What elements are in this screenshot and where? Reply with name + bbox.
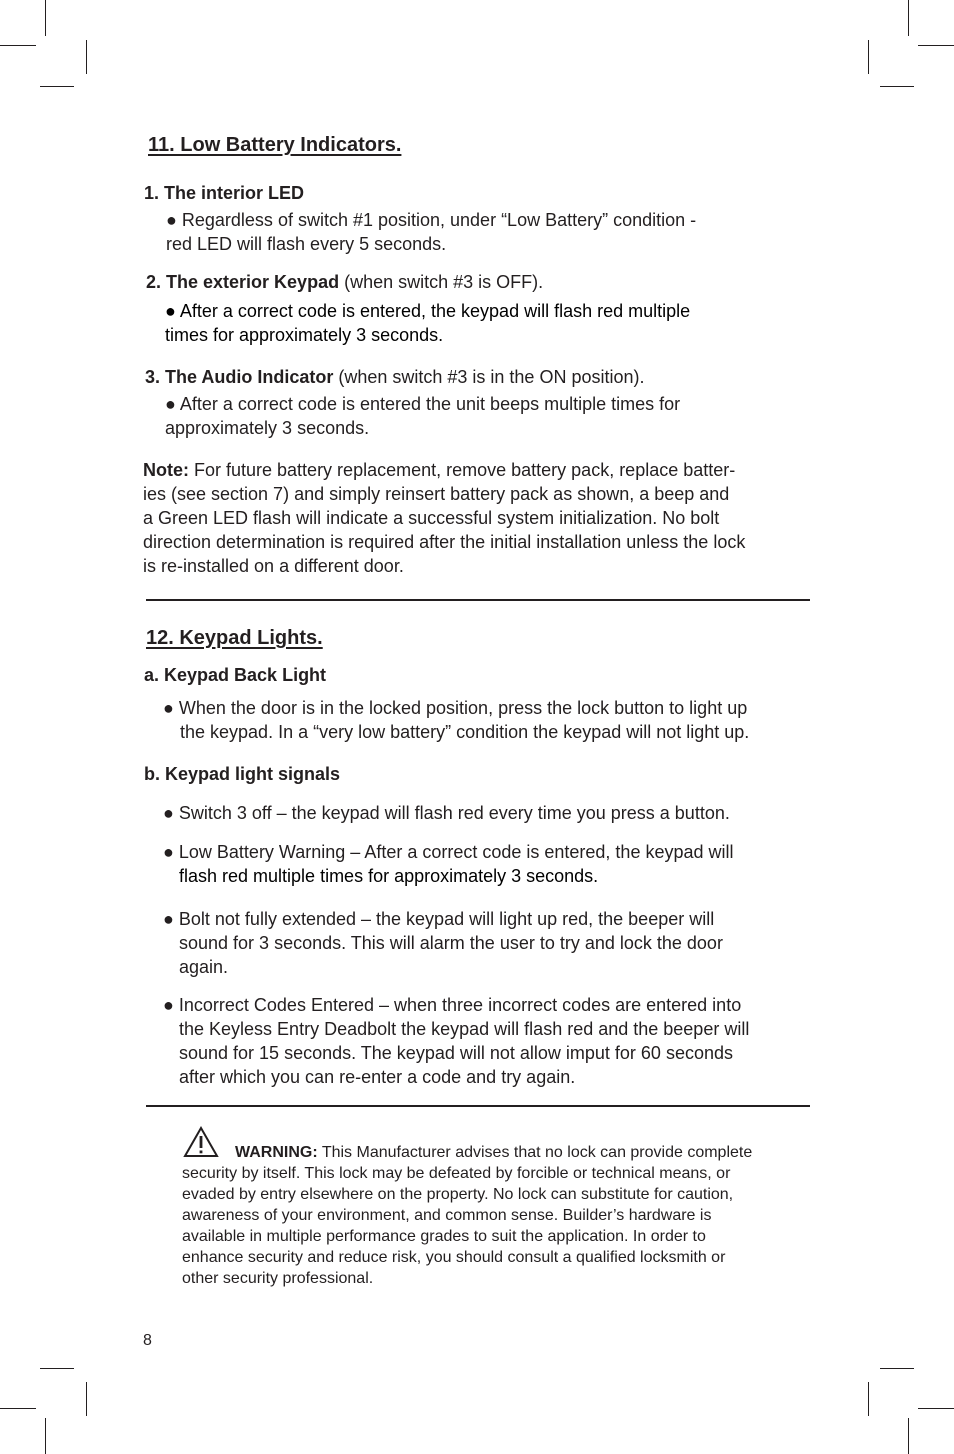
exterior-keypad-title: 2. The exterior Keypad xyxy=(146,272,340,292)
text-line: security by itself. This lock may be defeated by forcible or technical means, or xyxy=(182,1165,731,1182)
page-number: 8 xyxy=(143,1332,152,1349)
text-line: Switch 3 off – the keypad will flash red every time you press a button. xyxy=(178,803,730,823)
signal-low-battery-warning xyxy=(163,840,734,888)
title-suffix: (when switch #3 is OFF). xyxy=(339,272,544,292)
section-11-heading: 11. Low Battery Indicators. xyxy=(148,134,402,156)
exterior-keypad-title-line xyxy=(146,270,543,294)
signal-incorrect-codes xyxy=(163,993,749,1089)
bullet-icon: ● xyxy=(163,698,174,718)
bullet-icon: ● xyxy=(163,803,174,823)
signal-switch-3-off xyxy=(163,801,730,825)
text-line: For future battery replacement, remove battery pack, replace batter- xyxy=(189,460,736,480)
text-line: available in multiple performance grades to suit the application. In order to xyxy=(182,1228,706,1245)
keypad-back-light-title: a. Keypad Back Light xyxy=(144,665,327,685)
crop-mark xyxy=(0,45,36,46)
text-line: sound for 15 seconds. The keypad will not allow imput for 60 seconds xyxy=(179,1043,733,1063)
crop-mark xyxy=(86,40,87,74)
crop-mark xyxy=(918,1408,954,1409)
text-line: the keypad. In a “very low battery” condition the keypad will not light up. xyxy=(180,722,750,742)
bullet-icon: ● xyxy=(165,394,176,414)
bullet-icon: ● xyxy=(165,301,176,321)
text-line: enhance security and reduce risk, you should consult a qualified locksmith or xyxy=(182,1249,726,1266)
crop-mark xyxy=(868,1382,869,1416)
text-line: other security professional. xyxy=(182,1270,374,1287)
keypad-back-light-text xyxy=(163,696,749,744)
crop-mark xyxy=(908,1418,909,1454)
note-label: Note: xyxy=(143,460,189,480)
warning-text xyxy=(182,1142,752,1289)
text-line: flash red multiple times for approximately 3 seconds. xyxy=(179,866,599,886)
title-suffix: (when switch #3 is in the ON position). xyxy=(333,367,645,387)
crop-mark xyxy=(86,1382,87,1416)
crop-mark xyxy=(880,1368,914,1369)
audio-indicator-title: 3. The Audio Indicator xyxy=(145,367,334,387)
crop-mark xyxy=(918,45,954,46)
interior-led-title: 1. The interior LED xyxy=(144,183,305,203)
text-line: awareness of your environment, and common sense. Builder’s hardware is xyxy=(182,1207,712,1224)
crop-mark xyxy=(908,0,909,36)
text-line: sound for 3 seconds. This will alarm the user to try and lock the door xyxy=(179,933,723,953)
text-line: After a correct code is entered, the keypad will flash red multiple xyxy=(179,301,691,321)
text-line: a Green LED flash will indicate a successful system initialization. No bolt xyxy=(143,508,720,528)
audio-indicator-title-line xyxy=(145,365,644,389)
text-line: This Manufacturer advises that no lock can provide complete xyxy=(317,1144,753,1161)
text-line: After a correct code is entered the unit beeps multiple times for xyxy=(179,394,681,414)
text-line: times for approximately 3 seconds. xyxy=(165,325,444,345)
bullet-icon: ● xyxy=(163,995,174,1015)
interior-led-text xyxy=(166,208,696,256)
crop-mark xyxy=(880,86,914,87)
crop-mark xyxy=(45,0,46,36)
text-line: Incorrect Codes Entered – when three incorrect codes are entered into xyxy=(178,995,742,1015)
audio-indicator-text xyxy=(165,392,680,440)
crop-mark xyxy=(40,1368,74,1369)
bullet-icon: ● xyxy=(163,842,174,862)
text-line: evaded by entry elsewhere on the property. No lock can substitute for caution, xyxy=(182,1186,734,1203)
text-line: after which you can re-enter a code and try again. xyxy=(179,1067,576,1087)
text-line: the Keyless Entry Deadbolt the keypad will flash red and the beeper will xyxy=(179,1019,750,1039)
section-12-heading: 12. Keypad Lights. xyxy=(146,627,323,649)
text-line: direction determination is required after the initial installation unless the lock xyxy=(143,532,746,552)
text-line: approximately 3 seconds. xyxy=(165,418,370,438)
text-line: red LED will flash every 5 seconds. xyxy=(166,234,447,254)
signal-bolt-not-extended xyxy=(163,907,723,979)
bullet-icon: ● xyxy=(166,210,177,230)
bullet-icon: ● xyxy=(163,909,174,929)
crop-mark xyxy=(40,86,74,87)
battery-note xyxy=(143,458,745,578)
warning-label: WARNING: xyxy=(235,1144,318,1161)
text-line: When the door is in the locked position, press the lock button to light up xyxy=(178,698,748,718)
exterior-keypad-text xyxy=(165,299,690,347)
section-divider xyxy=(146,1105,810,1107)
keypad-light-signals-title: b. Keypad light signals xyxy=(144,764,341,784)
text-line: Regardless of switch #1 position, under “Low Battery” condition - xyxy=(181,210,697,230)
text-line: is re-installed on a different door. xyxy=(143,556,404,576)
text-line: Low Battery Warning – After a correct code is entered, the keypad will xyxy=(178,842,734,862)
text-line: again. xyxy=(179,957,229,977)
text-line: Bolt not fully extended – the keypad will light up red, the beeper will xyxy=(178,909,715,929)
text-line: ies (see section 7) and simply reinsert battery pack as shown, a beep and xyxy=(143,484,730,504)
crop-mark xyxy=(45,1418,46,1454)
section-divider xyxy=(146,599,810,601)
crop-mark xyxy=(868,40,869,74)
crop-mark xyxy=(0,1408,36,1409)
